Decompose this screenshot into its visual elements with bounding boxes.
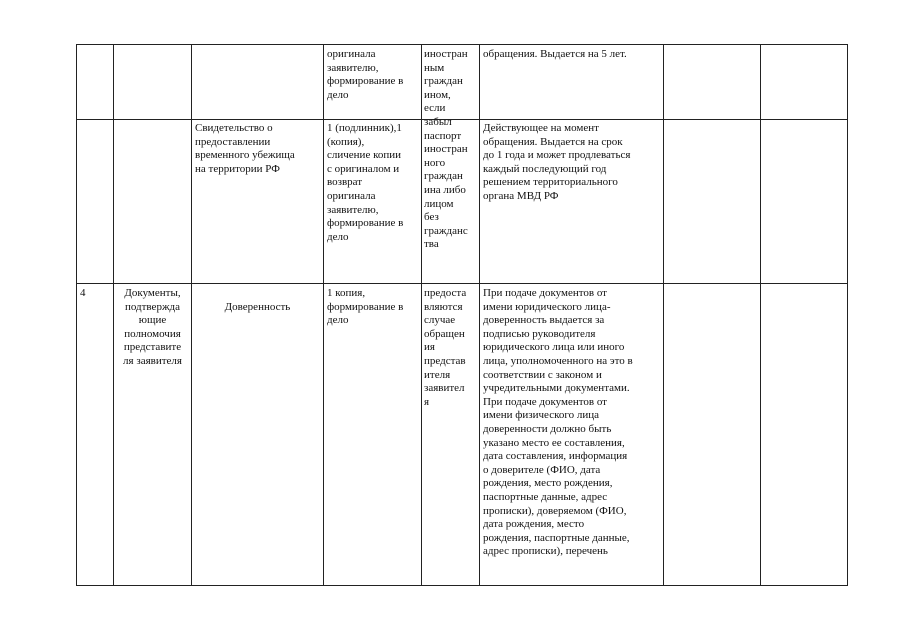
row1-description-cell: обращения. Выдается на 5 лет. (483, 48, 627, 60)
row3-document-cell: Доверенность (224, 301, 291, 313)
row3-requirements-cell: 1 копия, формирование в дело (327, 287, 404, 327)
row2-document-cell: Свидетельство о предоставлении временного убежища на территории РФ (195, 122, 295, 175)
row2-requirements-cell: 1 (подлинник),1 (копия), сличение копии с оригиналом и возврат оригинала заявителю, формирование в дело (327, 122, 404, 243)
row1-requirements-cell: оригинала заявителю, формирование в дело (327, 48, 404, 101)
row3-condition-cell: предоста вляются случае обращен ия представ ителя заявител я (424, 287, 467, 408)
row2-description-cell: Действующее на момент обращения. Выдается на срок до 1 года и может продлеваться каждый последующий год решением территориального органа МВД РФ (483, 122, 631, 202)
row3-category-cell: Документы, подтвержда ющие полномочия представите ля заявителя (123, 287, 182, 367)
row3-number-cell: 4 (80, 287, 86, 299)
row1-condition-cell: иностран ным граждан ином, если забыл паспорт иностран ного граждан ина либо лицом без гражданс тва (424, 48, 468, 251)
row3-description-cell: При подаче документов от имени юридического лица- доверенность выдается за подписью руководителя юридического лица или иного лица, уполномоченного на это в соответствии с законом и учредительными документами. При подаче документов от имени физического лица доверенности должно быть указано место ее составления, дата составления, информация о доверителе (ФИО, дата рождения, место рождения, паспортные данные, адрес прописки), доверяемом (ФИО, дата рождения, место рождения, паспортные данные, адрес прописки), перечень (483, 287, 633, 558)
